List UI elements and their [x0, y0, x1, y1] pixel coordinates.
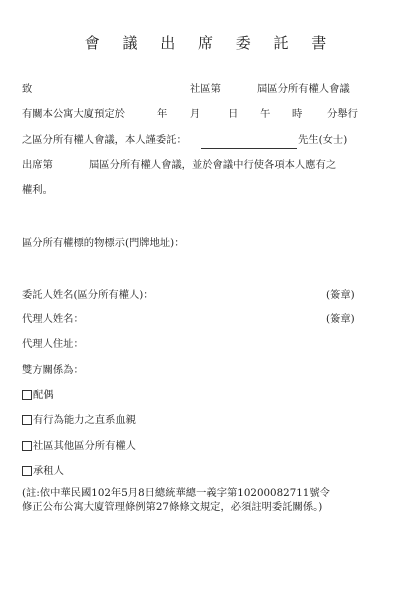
principal-name-label: 委託人姓名(區分所有權人)：: [22, 289, 154, 301]
day-label: 日: [228, 108, 239, 120]
entrust-prefix: 之區分所有權人會議，本人謹委託：: [22, 134, 187, 146]
document-title: 會 議 出 席 委 託 書: [84, 34, 336, 52]
month-label: 月: [190, 108, 201, 120]
rights-text: 權利。: [22, 184, 53, 196]
scheduled-prefix: 有關本公寓大廈預定於: [22, 108, 125, 120]
lineal-relative-option-label: 有行為能力之直系血親: [33, 414, 136, 426]
sir-madam-label: 先生(女士): [298, 134, 348, 146]
proxy-name-label: 代理人姓名：: [22, 313, 84, 325]
noon-label: 午: [260, 108, 271, 120]
principal-signature-label: (簽章): [326, 289, 355, 301]
relation-label: 雙方關係為：: [22, 364, 84, 376]
spouse-checkbox[interactable]: [22, 390, 32, 400]
hour-label: 時: [292, 108, 303, 120]
property-label: 區分所有權標的物標示(門牌地址)：: [22, 237, 185, 249]
tenant-checkbox[interactable]: [22, 466, 32, 476]
lineal-relative-checkbox[interactable]: [22, 415, 32, 425]
other-owner-option-label: 社區其他區分所有權人: [33, 440, 136, 452]
legal-note-line-2: 修正公布公寓大廈管理條例第27條條文規定，必須註明委託關係。): [22, 501, 323, 513]
other-owner-checkbox[interactable]: [22, 441, 32, 451]
session-meeting-label: 屆區分所有權人會議: [257, 83, 350, 95]
tenant-option-label: 承租人: [33, 465, 64, 477]
attend-prefix: 出席第: [22, 159, 53, 171]
attend-suffix: 屆區分所有權人會議，並於會議中行使各項本人應有之: [89, 159, 337, 171]
spouse-option-label: 配偶: [33, 389, 54, 401]
addressee-prefix: 致: [22, 83, 33, 95]
proxy-signature-label: (簽章): [326, 313, 355, 325]
community-label: 社區第: [190, 83, 221, 95]
year-label: 年: [157, 108, 168, 120]
minute-held-label: 分舉行: [327, 108, 358, 120]
proxy-name-blank[interactable]: [201, 148, 297, 149]
legal-note-line-1: (註:依中華民國102年5月8日總統華總一義字第10200082711號令: [22, 487, 330, 499]
proxy-address-label: 代理人住址：: [22, 338, 84, 350]
